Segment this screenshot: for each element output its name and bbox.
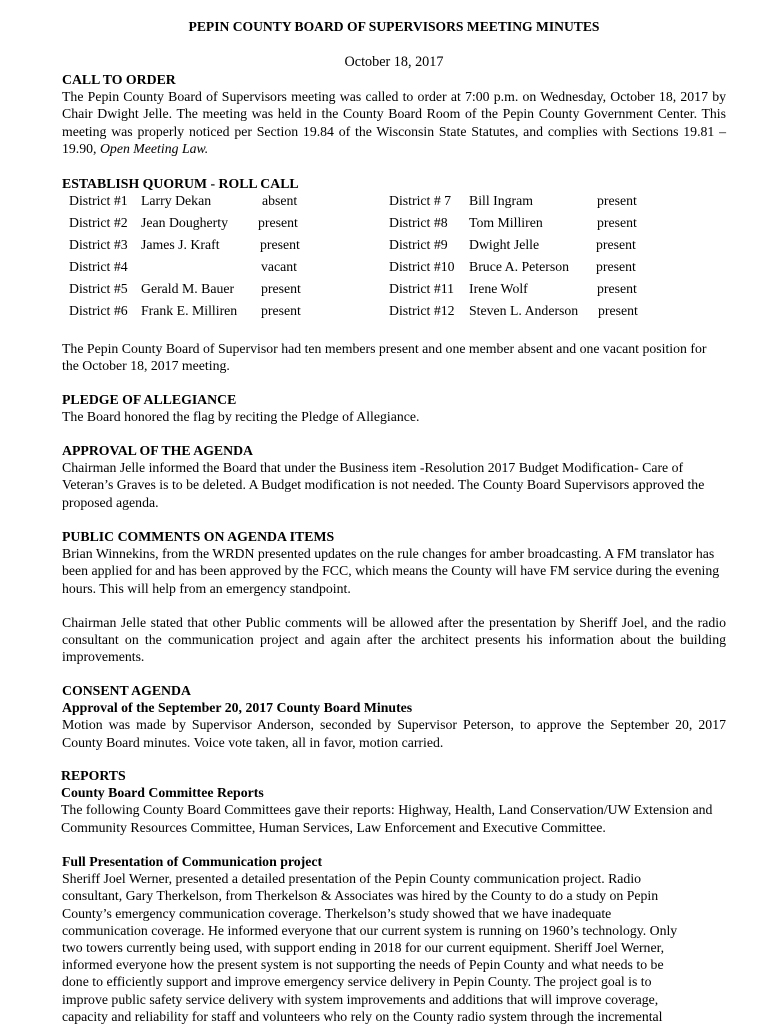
pledge-section [62, 391, 726, 425]
roll-district-10: District #10 [389, 259, 455, 274]
roll-district-2: District #2 [69, 215, 128, 230]
communication-line: informed everyone how the present system is not supporting the needs of Pepin County and what needs to be [62, 957, 664, 973]
roll-name-6: Frank E. Milliren [141, 303, 238, 318]
document-title: PEPIN COUNTY BOARD OF SUPERVISORS MEETING MINUTES [188, 19, 600, 34]
roll-call-summary-wrap [62, 340, 726, 374]
roll-name-2: Jean Dougherty [141, 215, 228, 230]
reports-text: The following County Board Committees gave their reports: Highway, Health, Land Conservation/UW Extension and Community Resources Committee, Human Services, Law Enforcement and Executive Committee. [61, 802, 713, 835]
communication-heading: Full Presentation of Communication project [62, 854, 323, 869]
reports-subheading: County Board Committee Reports [61, 785, 264, 801]
roll-district-12: District #12 [389, 303, 455, 318]
consent-section [62, 682, 726, 751]
roll-name-9: Dwight Jelle [469, 237, 540, 252]
communication-line: improve public safety service delivery with system improvements and additions that will improve coverage, [62, 991, 659, 1007]
pledge-text: The Board honored the flag by reciting the Pledge of Allegiance. [62, 409, 420, 425]
roll-district-11: District #11 [389, 281, 455, 296]
open-meeting-law: Open Meeting Law. [99, 140, 209, 156]
agenda-section [62, 442, 726, 511]
roll-name-11: Irene Wolf [469, 281, 528, 296]
roll-name-5: Gerald M. Bauer [141, 281, 235, 296]
roll-call-heading-wrap [62, 175, 726, 192]
roll-district-9: District #9 [389, 237, 448, 252]
roll-district-3: District #3 [69, 237, 128, 252]
roll-call-summary: The Pepin County Board of Supervisor had ten members present and one member absent and one vacant position for the October 18, 2017 meeting. [62, 341, 707, 374]
public-comments-heading: PUBLIC COMMENTS ON AGENDA ITEMS [62, 529, 335, 544]
public-comments-text-2: Chairman Jelle stated that other Public comments will be allowed after the presentation by Sheriff Joel, and the radio consultant on the communication project and again after the architect presents his information about the building improvements. [62, 615, 726, 665]
roll-status-1: absent [262, 193, 298, 208]
roll-status-6: present [261, 303, 301, 318]
roll-status-10: present [596, 259, 636, 274]
communication-line: consultant, Gary Therkelson, from Therkelson & Associates was hired by the County to do a study on Pepin [62, 888, 659, 904]
roll-district-4: District #4 [69, 259, 128, 274]
communication-line: done to efficiently support and improve emergency service delivery in Pepin County. The project goal is to [62, 974, 652, 990]
communication-line: communication coverage. He informed everyone that our current system is running on 1960’s technology. Only [62, 922, 678, 938]
public-comments-section-2 [62, 614, 726, 666]
roll-status-8: present [597, 215, 637, 230]
communication-line: two towers currently being used, with support ending in 2018 for our current equipment. Sheriff Joel Werner, [62, 940, 665, 956]
meeting-date: October 18, 2017 [344, 54, 444, 70]
roll-status-7: present [597, 193, 637, 208]
roll-status-5: present [261, 281, 301, 296]
roll-status-3: present [260, 237, 300, 252]
roll-name-10: Bruce A. Peterson [469, 259, 570, 274]
communication-line: Sheriff Joel Werner, presented a detailed presentation of the Pepin County communication project. Radio [62, 871, 642, 887]
roll-district-7: District # 7 [389, 193, 452, 208]
reports-heading: REPORTS [61, 768, 126, 783]
reports-section [61, 767, 727, 836]
roll-status-12: present [598, 303, 638, 318]
consent-text: Motion was made by Supervisor Anderson, seconded by Supervisor Peterson, to approve the September 20, 2017 County Board minutes. Voice vote taken, all in favor, motion carried. [62, 717, 726, 750]
call-to-order-text [62, 88, 726, 157]
roll-district-1: District #1 [69, 193, 128, 208]
roll-district-8: District #8 [389, 215, 448, 230]
roll-status-2: present [258, 215, 298, 230]
roll-name-1: Larry Dekan [141, 193, 212, 208]
roll-status-4: vacant [261, 259, 298, 274]
public-comments-section [62, 528, 726, 597]
roll-status-11: present [597, 281, 637, 296]
roll-name-3: James J. Kraft [141, 237, 220, 252]
roll-district-6: District #6 [69, 303, 128, 318]
roll-name-8: Tom Milliren [469, 215, 543, 230]
roll-call-heading: ESTABLISH QUORUM - ROLL CALL [62, 176, 299, 191]
communication-line: County’s emergency communication coverage. Therkelson’s study showed that we have inadequate [62, 905, 612, 921]
public-comments-text-1: Brian Winnekins, from the WRDN presented updates on the rule changes for amber broadcasting. A FM translator has been applied for and has been approved by the FCC, which means the County will have FM service during the evening hours. This will help from an emergency standpoint. [62, 546, 720, 596]
pledge-heading: PLEDGE OF ALLEGIANCE [62, 392, 237, 407]
consent-heading: CONSENT AGENDA [62, 683, 191, 698]
roll-name-12: Steven L. Anderson [469, 303, 579, 318]
roll-status-9: present [596, 237, 636, 252]
call-to-order-heading: CALL TO ORDER [62, 72, 176, 87]
call-to-order-body: The Pepin County Board of Supervisors meeting was called to order at 7:00 p.m. on Wednesday, October 18, 2017 by Chair Dwight Jelle. The meeting was held in the County Board Room of the Pepin County Government Center. This meeting was properly noticed per Section 19.84 of the Wisconsin State Statutes, and complies with Sections 19.81 – 19.90, [62, 89, 726, 156]
communication-line: capacity and reliability for staff and volunteers who rely on the County radio system through the incremental [62, 1008, 663, 1024]
roll-name-7: Bill Ingram [469, 193, 533, 208]
agenda-text: Chairman Jelle informed the Board that under the Business item -Resolution 2017 Budget Modification- Care of Veteran’s Graves is to be deleted. A Budget modification is not needed. The County Board Supervisors approved the proposed agenda. [62, 460, 705, 510]
roll-district-5: District #5 [69, 281, 128, 296]
communication-section [62, 853, 742, 1025]
agenda-heading: APPROVAL OF THE AGENDA [62, 443, 254, 458]
call-to-order-section [62, 71, 726, 157]
consent-subheading: Approval of the September 20, 2017 County Board Minutes [62, 700, 413, 716]
